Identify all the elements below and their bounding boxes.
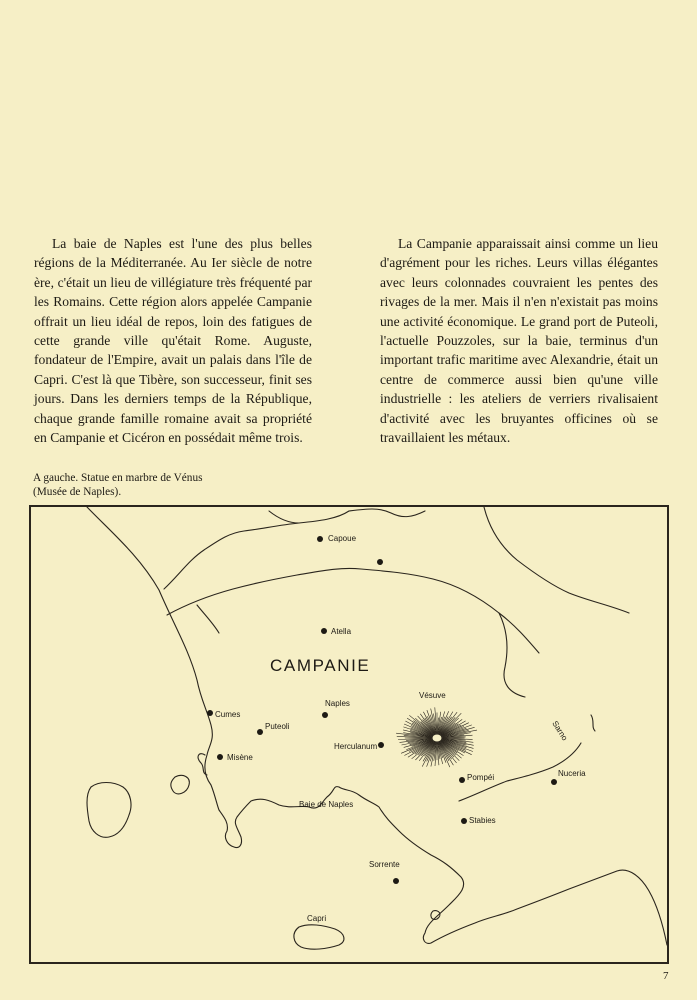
paragraph-left: La baie de Naples est l'une des plus belles régions de la Méditerranée. Au Ier siècle de notre ère, c'était un lieu de villégiature très fréquenté par les Romains. Cette région alors appelée Campanie offrait un lieu idéal de repos, loin des fatigues de cette grande ville qu'était Rome. Auguste, fondateur de l'Empire, avait un palais dans l'île de Capri. C'est là que Tibère, son successeur, finit ses jours. Dans les derniers temps de la République, chaque grande famille romaine avait sa propriété en Campanie et Cicéron en possédait même trois. xyxy=(34,236,312,446)
text-column-left xyxy=(34,234,312,447)
label-naples: Naples xyxy=(325,699,350,708)
marker-nuceria xyxy=(551,779,557,785)
label-capri: Capri xyxy=(307,914,327,923)
label-campanie: CAMPANIE xyxy=(270,656,371,675)
label-pompei: Pompéi xyxy=(467,773,495,782)
river-clanio xyxy=(167,568,539,653)
marker-sorrente xyxy=(393,878,399,884)
marker-cumes xyxy=(207,710,213,716)
text-column-right xyxy=(380,234,658,447)
marker-herculanum xyxy=(378,742,384,748)
marker-naples xyxy=(322,712,328,718)
marker-pompei xyxy=(459,777,465,783)
paragraph-right: La Campanie apparaissait ainsi comme un lieu d'agrément pour les riches. Leurs villas élégantes avec leurs colonnades couvraient les pentes des rivages de la mer. Mais il n'en n'existait pas moins une activité économique. Le grand port de Puteoli, l'actuelle Pouzzoles, sur la baie, terminus d'un important trafic maritime avec Alexandrie, était un centre de commerce aussi bien qu'une ville industrielle : les ateliers de verriers rivalisaient d'activité avec les bruyantes officines où se travaillaient les métaux. xyxy=(380,236,658,446)
river-volturno xyxy=(164,511,349,589)
marker-puteoli xyxy=(257,729,263,735)
label-herculanum: Herculanum xyxy=(334,742,378,751)
marker-atella xyxy=(321,628,327,634)
label-misene: Misène xyxy=(227,753,253,762)
marker-capoue xyxy=(317,536,323,542)
marker-misene xyxy=(217,754,223,760)
label-capoue: Capoue xyxy=(328,534,357,543)
island-ischia xyxy=(87,783,131,838)
label-stabies: Stabies xyxy=(469,816,496,825)
label-puteoli: Puteoli xyxy=(265,722,290,731)
marker-unnamed-town xyxy=(377,559,383,565)
label-nuceria: Nuceria xyxy=(558,769,586,778)
label-sarno: Sarno xyxy=(550,719,570,743)
label-vesuve: Vésuve xyxy=(419,691,446,700)
figure-caption xyxy=(33,471,293,499)
label-cumes: Cumes xyxy=(215,710,241,719)
vesuvius-volcano xyxy=(396,707,477,767)
island-capri xyxy=(294,925,344,949)
caption-line-1: A gauche. Statue en marbre de Vénus xyxy=(33,472,203,484)
label-baie-de-naples: Baie de Naples xyxy=(299,800,354,809)
label-atella: Atella xyxy=(331,627,352,636)
marker-stabies xyxy=(461,818,467,824)
island-procida xyxy=(171,775,189,793)
label-sorrente: Sorrente xyxy=(369,860,400,869)
page-number: 7 xyxy=(663,970,669,982)
coastline xyxy=(87,507,667,945)
campania-map xyxy=(29,505,669,964)
caption-line-2: (Musée de Naples). xyxy=(33,486,122,498)
